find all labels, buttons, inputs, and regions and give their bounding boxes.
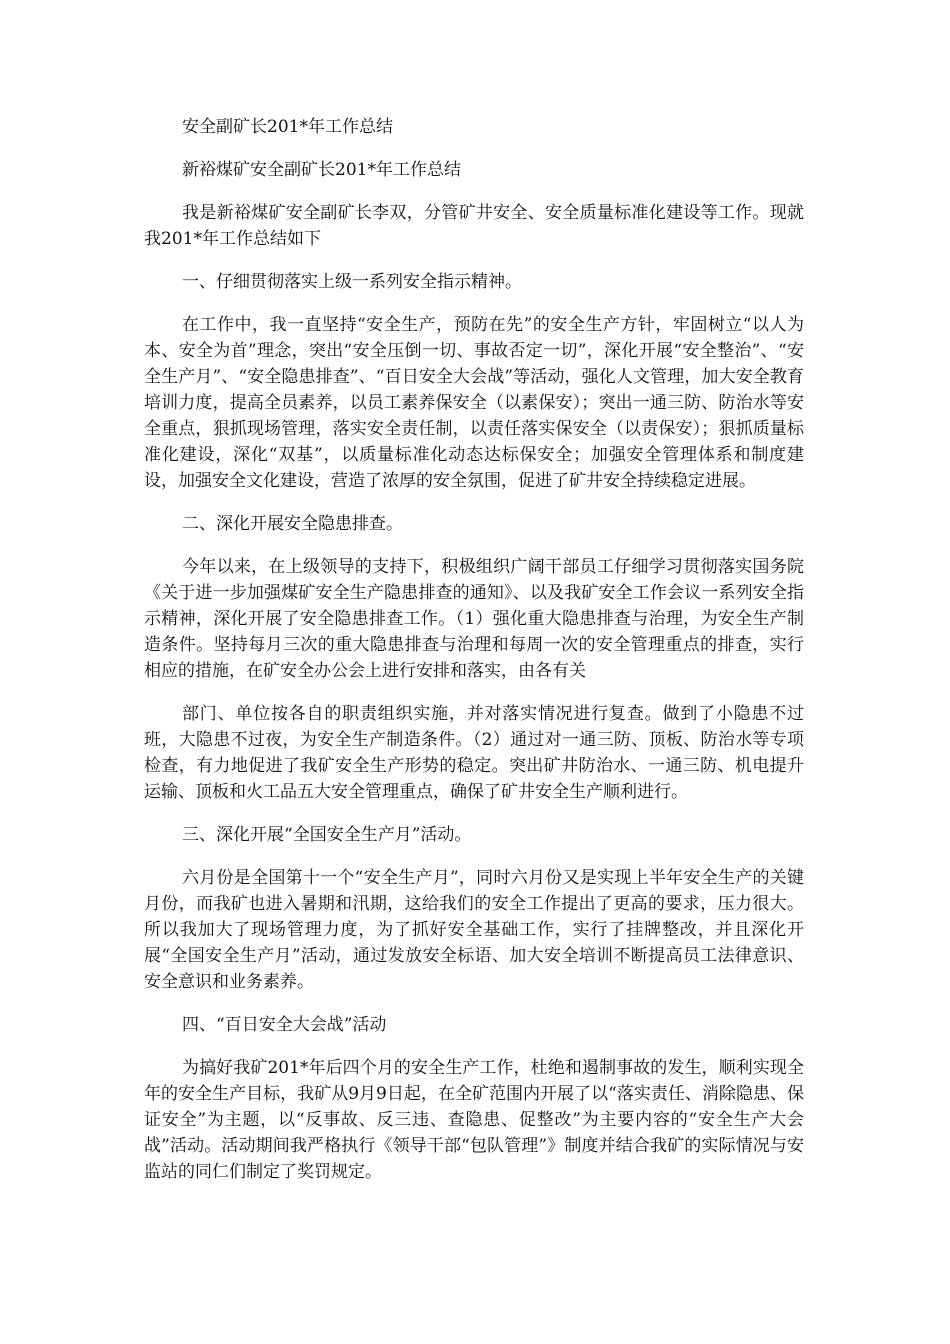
section-heading-4: 四、“百日安全大会战”活动 (182, 1015, 387, 1035)
paragraph-section-1: 在工作中，我一直坚持“安全生产，预防在先”的安全生产方针，牢固树立“以人为本、安全为首”理念，突出“安全压倒一切、事故否定一切”，深化开展“安全整治”、“安全生产月”、“安全隐患排查”、“百日安全大会战”等活动，强化人文管理，加大安全教育培训力度，提高全员素养，以员工素养保安全（以素保安）；突出一通三防、防治水等安全重点，狠抓现场管理，落实安全责任制，以责任落实保安全（以责保安）；狠抓质量标准化建设，深化“双基”，以质量标准化动态达标保安全；加强安全管理体系和制度建设，加强安全文化建设，营造了浓厚的安全氛围，促进了矿井安全持续稳定进展。 (144, 315, 804, 491)
paragraph-section-2b: 部门、单位按各自的职责组织实施，并对落实情况进行复查。做到了小隐患不过班，大隐患不过夜，为安全生产制造条件。（2）通过对一通三防、顶板、防治水等专项检查，有力地促进了我矿安全生产形势的稳定。突出矿井防治水、一通三防、机电提升运输、顶板和火工品五大安全管理重点，确保了矿井安全生产顺利进行。 (144, 704, 804, 802)
paragraph-section-3: 六月份是全国第十一个“安全生产月”，同时六月份又是实现上半年安全生产的关键月份，而我矿也进入暑期和汛期，这给我们的安全工作提出了更高的要求，压力很大。所以我加大了现场管理力度，为了抓好安全基础工作，实行了挂牌整改，并且深化开展“全国安全生产月”活动，通过发放安全标语、加大安全培训不断提高员工法律意识、安全意识和业务素养。 (144, 868, 804, 992)
document-body (144, 114, 804, 1202)
section-heading-2: 二、深化开展安全隐患排查。 (182, 514, 403, 534)
document-subtitle: 新裕煤矿安全副矿长201*年工作总结 (182, 160, 461, 180)
paragraph-section-2a: 今年以来，在上级领导的支持下，积极组织广阔干部员工仔细学习贯彻落实国务院《关于进一步加强煤矿安全生产隐患排查的通知》、以及我矿安全工作会议一系列安全指示精神，深化开展了安全隐患排查工作。（1）强化重大隐患排查与治理，为安全生产制造条件。坚持每月三次的重大隐患排查与治理和每周一次的安全管理重点的排查，实行相应的措施，在矿安全办公会上进行安排和落实，由各有关 (144, 557, 804, 681)
section-heading-1: 一、仔细贯彻落实上级一系列安全指示精神。 (182, 272, 522, 292)
paragraph-section-4: 为搞好我矿201*年后四个月的安全生产工作，杜绝和遏制事故的发生，顺利实现全年的安全生产目标，我矿从9月9日起，在全矿范围内开展了以“落实责任、消除隐患、保证安全”为主题，以“反事故、反三违、查隐患、促整改”为主要内容的“安全生产大会战”活动。活动期间我严格执行《领导干部“包队管理”》制度并结合我矿的实际情况与安监站的同仁们制定了奖罚规定。 (144, 1058, 804, 1182)
section-heading-3: 三、深化开展“全国安全生产月”活动。 (182, 825, 472, 845)
document-title: 安全副矿长201*年工作总结 (182, 117, 393, 137)
paragraph-intro: 我是新裕煤矿安全副矿长李双，分管矿井安全、安全质量标准化建设等工作。现就我201*年工作总结如下 (144, 203, 804, 249)
